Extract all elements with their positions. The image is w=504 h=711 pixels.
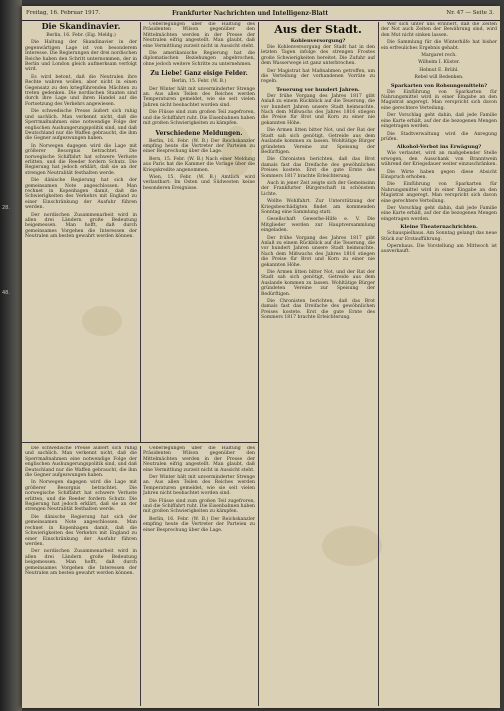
paragraph: Die Sammlung für die Winterhilfe hat bisher ein erfreuliches Ergebnis gehabt. [381,40,497,51]
paragraph: Wien, 15. Febr. (W. B.) Amtlich wird verlautbart: Im Osten und Südwesten keine besonderen Ereignisse. [143,174,255,191]
paragraph: Wollte Wohlfahrt. Zur Unterstützung der Kriegsbeschädigten findet am kommenden Sonntag eine Sammlung statt. [261,199,375,215]
subheadline: Sparkarten von Rohsungemitteln? [390,82,488,89]
column-four [381,22,497,706]
article-aus-der-stadt [261,22,375,706]
paragraph: Der Magistrat hat Maßnahmen getroffen, um die Verteilung der vorhandenen Vorräte zu regeln. [261,68,375,85]
binding-mark: 28. [2,205,10,211]
paragraph: Wie verlautet, wird an maßgebender Stelle erwogen, den Ausschank von Branntwein während der Kriegsdauer weiter einzuschränken. [381,151,497,168]
paragraph: Die dänische Regierung hat sich der gemeinsamen Note angeschlossen. Man rechnet in Kopenhagen damit, daß die Schwierigkeiten des Verkehrs mit England zu einer Einschränkung der Ausfuhr führen werden. [25,514,137,547]
signature-line: Rebel will Bedenken. [414,75,464,81]
subheadline: Kohlenversorgung? [290,38,346,44]
article-skandinavier [25,22,137,440]
paragraph: Die Armen litten bitter Not, und der Rat der Stadt sah sich genötigt, Getreide aus dem Auslande kommen zu lassen. Wohltätige Bürger gründeten Vereine zur Speisung der Bedürftigen. [261,128,375,155]
paragraph: Die Einführung von Sparkarten für Nahrungsmittel wird in einer Eingabe an den Magistrat angeregt. Man verspricht sich davon eine gerechtere Verteilung. [381,182,497,204]
column-two-lower [143,446,255,704]
masthead [22,6,500,21]
paragraph: In Norwegen dagegen wird die Lage mit größerer Besorgnis betrachtet. Die norwegische Schiffahrt hat schwere Verluste erlitten, und die Reeder fordern Schutz. Die Regierung hat jedoch erklärt, daß sie an der strengen Neutralität festhalten werde. [25,143,137,176]
page-number: Nr. 47 — Seite 3. [446,10,494,16]
paragraph: Ueberlegungen über die Haltung des Präsidenten Wilson gegenüber den Mittelmächten werden in der Presse der Neutralen eifrig angestellt. Man glaubt, daß eine Vermittlung zurzeit nicht in Aussicht steht. [143,22,255,49]
paragraph: Berlin, 16. Febr. (W. B.) Der Reichskanzler empfing heute die Vertreter der Parteien zu einer Besprechung über die Lage. [143,138,255,155]
binding-mark: 48. [2,290,10,296]
paragraph: Die Chronisten berichten, daß das Brot damals fast das Dreifache des gewöhnlichen Preises kostete. Erst die gute Ernte des Sommers 1817 brachte Erleichterung. [261,157,375,179]
paragraph: Der frühe Vorgang des Jahres 1817 gibt Anlaß zu einem Rückblick auf die Teuerung, die vor hundert Jahren unsere Stadt heimsuchte. Nach dem Mißwachs des Jahres 1816 stiegen die Preise für Brot und Korn zu einer nie gekannten Höhe. [261,93,375,126]
paragraph: Berlin, 16. Febr. (W. B.) Der Reichskanzler empfing heute die Vertreter der Parteien zu einer Besprechung über die Lage. [143,516,255,533]
newspaper-page [22,6,500,708]
paragraph: Es wird betont, daß die Neutralen ihre Rechte wahren wollen, aber nicht in einen Gegensatz zu den kriegführenden Mächten zu treten gedenken. Die nordischen Staaten sind durch ihre Lage und ihren Handel auf die Fortsetzung des Verkehrs angewiesen. [25,74,137,107]
subheadline: Teuerung vor hundert Jahren. [276,86,360,93]
paragraph: Opernhaus. Die Vorstellung am Mittwoch ist ausverkauft. [381,244,497,255]
paragraph: Die Einführung von Sparkarten für Nahrungsmittel wird in einer Eingabe an den Magistrat angeregt. Man verspricht sich davon eine gerechtere Verteilung. [381,89,497,111]
paragraph: Bern, 15. Febr. (W. B.) Nach einer Meldung aus Paris hat die Kammer die Vorlage über die Kriegskredite angenommen. [143,156,255,173]
paragraph: Die Kohlenversorgung der Stadt hat in den letzten Tagen infolge des strengen Frostes große Schwierigkeiten bereitet. Die Zufuhr auf dem Wasserwege ist ganz unterbrochen. [261,45,375,67]
paragraph: Ueberlegungen über die Haltung des Präsidenten Wilson gegenüber den Mittelmächten werden in der Presse der Neutralen eifrig angestellt. Man glaubt, daß eine Vermittlung zurzeit nicht in Aussicht steht. [143,446,255,473]
paper-title: Frankfurter Nachrichten und Intelligenz-Blatt [172,10,329,17]
paragraph: Die Chronisten berichten, daß das Brot damals fast das Dreifache des gewöhnlichen Preises kostete. Erst die gute Ernte des Sommers 1817 brachte Erleichterung. [261,299,375,321]
paragraph: Wer sich unter uns erinnert, daß die Zeiten der Not auch Zeiten der Bewährung sind, wird den Mut nicht sinken lassen. [381,22,497,38]
paragraph: Der Winter hält mit unverminderter Strenge an. Aus allen Teilen des Reiches werden Temperaturen gemeldet, wie sie seit vielen Jahren nicht beobachtet worden sind. [143,86,255,108]
headline: Die Skandinavier. [41,22,121,31]
paragraph: In Norwegen dagegen wird die Lage mit größerer Besorgnis betrachtet. Die norwegische Schiffahrt hat schwere Verluste erlitten, und die Reeder fordern Schutz. Die Regierung hat jedoch erklärt, daß sie an der strengen Neutralität festhalten werde. [25,480,137,513]
signature-line: Wilhelm I. Küster. [418,60,460,66]
dateline: Berlin, 15. Febr. (W. B.) [171,79,227,85]
paragraph: Der nordischen Zusammenarbeit wird in allen drei Ländern große Bedeutung beigemessen. Man hofft, daß durch gemeinsames Vorgehen die Interessen der Neutralen am besten gewahrt werden können. [25,212,137,240]
paragraph: Die dänische Regierung hat sich der gemeinsamen Note angeschlossen. Man rechnet in Kopenhagen damit, daß die Schwierigkeiten des Verkehrs mit England zu einer Einschränkung der Ausfuhr führen werden. [25,178,137,211]
column-one-lower [25,446,137,704]
dateline: Berlin, 16. Febr. (Eig. Meldg.) [46,33,116,38]
paragraph: Schauspielhaus. Am Sonntag gelangt das neue Stück zur Erstaufführung. [381,231,497,242]
section-title: Aus der Stadt. [274,23,362,36]
paragraph: Die Armen litten bitter Not, und der Rat der Stadt sah sich genötigt, Getreide aus dem Auslande kommen zu lassen. Wohltätige Bürger gründeten Vereine zur Speisung der Bedürftigen. [261,270,375,297]
paragraph: Auch in jener Zeit zeigte sich der Gemeinsinn der Frankfurter Bürgerschaft in schönstem Lichte. [261,180,375,197]
signature-line: Helmut E. Brühl. [419,67,459,73]
column-two [143,22,255,440]
paragraph: Der Vorschlag geht dahin, daß jede Familie eine Karte erhält, auf der die bezogenen Mengen eingetragen werden. [381,205,497,222]
issue-date: Freitag, 16. Februar 1917. [26,10,101,16]
paragraph: Der nordischen Zusammenarbeit wird in allen drei Ländern große Bedeutung beigemessen. Man hofft, daß durch gemeinsames Vorgehen die Interessen der Neutralen am besten gewahrt werden können. [25,549,137,576]
paragraph: Gesellschaft Gewerbe-Hilfe e. V. Die Mitglieder werden zur Hauptversammlung eingeladen. [261,217,375,234]
paragraph: Die Haltung der Skandinavier in der gegenwärtigen Lage ist von besonderem Interesse. Die Regierungen der drei nordischen Reiche haben den Schritt unternommen, der in Berlin und London gleich aufmerksam verfolgt wird. [25,40,137,73]
book-binding [0,0,22,711]
paragraph: Der frühe Vorgang des Jahres 1817 gibt Anlaß zu einem Rückblick auf die Teuerung, die vor hundert Jahren unsere Stadt heimsuchte. Nach dem Mißwachs des Jahres 1816 stiegen die Preise für Brot und Korn zu einer nie gekannten Höhe. [261,235,375,268]
paragraph: Der Winter hält mit unverminderter Strenge an. Aus allen Teilen des Reiches werden Temperaturen gemeldet, wie sie seit vielen Jahren nicht beobachtet worden sind. [143,475,255,497]
paragraph: Die schwedische Presse äußert sich ruhig und sachlich. Man verkennt nicht, daß die Sperrmaßnahmen eine notwendige Folge der englischen Aushungerungspolitik sind, und daß Deutschland nur die Waffen gebraucht, die ihm die Gegner aufgezwungen haben. [25,446,137,479]
paragraph: Die amerikanische Regierung hat die diplomatischen Beziehungen abgebrochen, ohne jedoch weitere Schritte zu unternehmen. [143,51,255,67]
paragraph: Die Stadtverwaltung wird die Anregung prüfen. [381,131,497,142]
paragraph: Die Flüsse sind zum großen Teil zugefroren, und die Schiffahrt ruht. Die Eisenbahnen haben mit großen Schwierigkeiten zu kämpfen. [143,498,255,515]
paragraph: Die Flüsse sind zum großen Teil zugefroren, und die Schiffahrt ruht. Die Eisenbahnen haben mit großen Schwierigkeiten zu kämpfen. [143,110,255,127]
headline: Verschiedene Meldungen. [155,129,243,137]
paragraph: Die schwedische Presse äußert sich ruhig und sachlich. Man verkennt nicht, daß die Sperrmaßnahmen eine notwendige Folge der englischen Aushungerungspolitik sind, und daß Deutschland nur die Waffen gebraucht, die ihm die Gegner aufgezwungen haben. [25,109,137,142]
paragraph: Der Vorschlag geht dahin, daß jede Familie eine Karte erhält, auf der die bezogenen Mengen eingetragen werden. [381,113,497,130]
paragraph: Die Wirte haben gegen diese Absicht Einspruch erhoben. [381,169,497,180]
headline: Zu Liebe! Ganz eisige Felder. [150,70,248,78]
subheadline: Kleine Theaternachrichten. [400,224,478,231]
subheadline: Alkohol-Verbot ins Erwägung? [396,144,482,151]
signature-line: Margaret rech. [421,53,457,59]
